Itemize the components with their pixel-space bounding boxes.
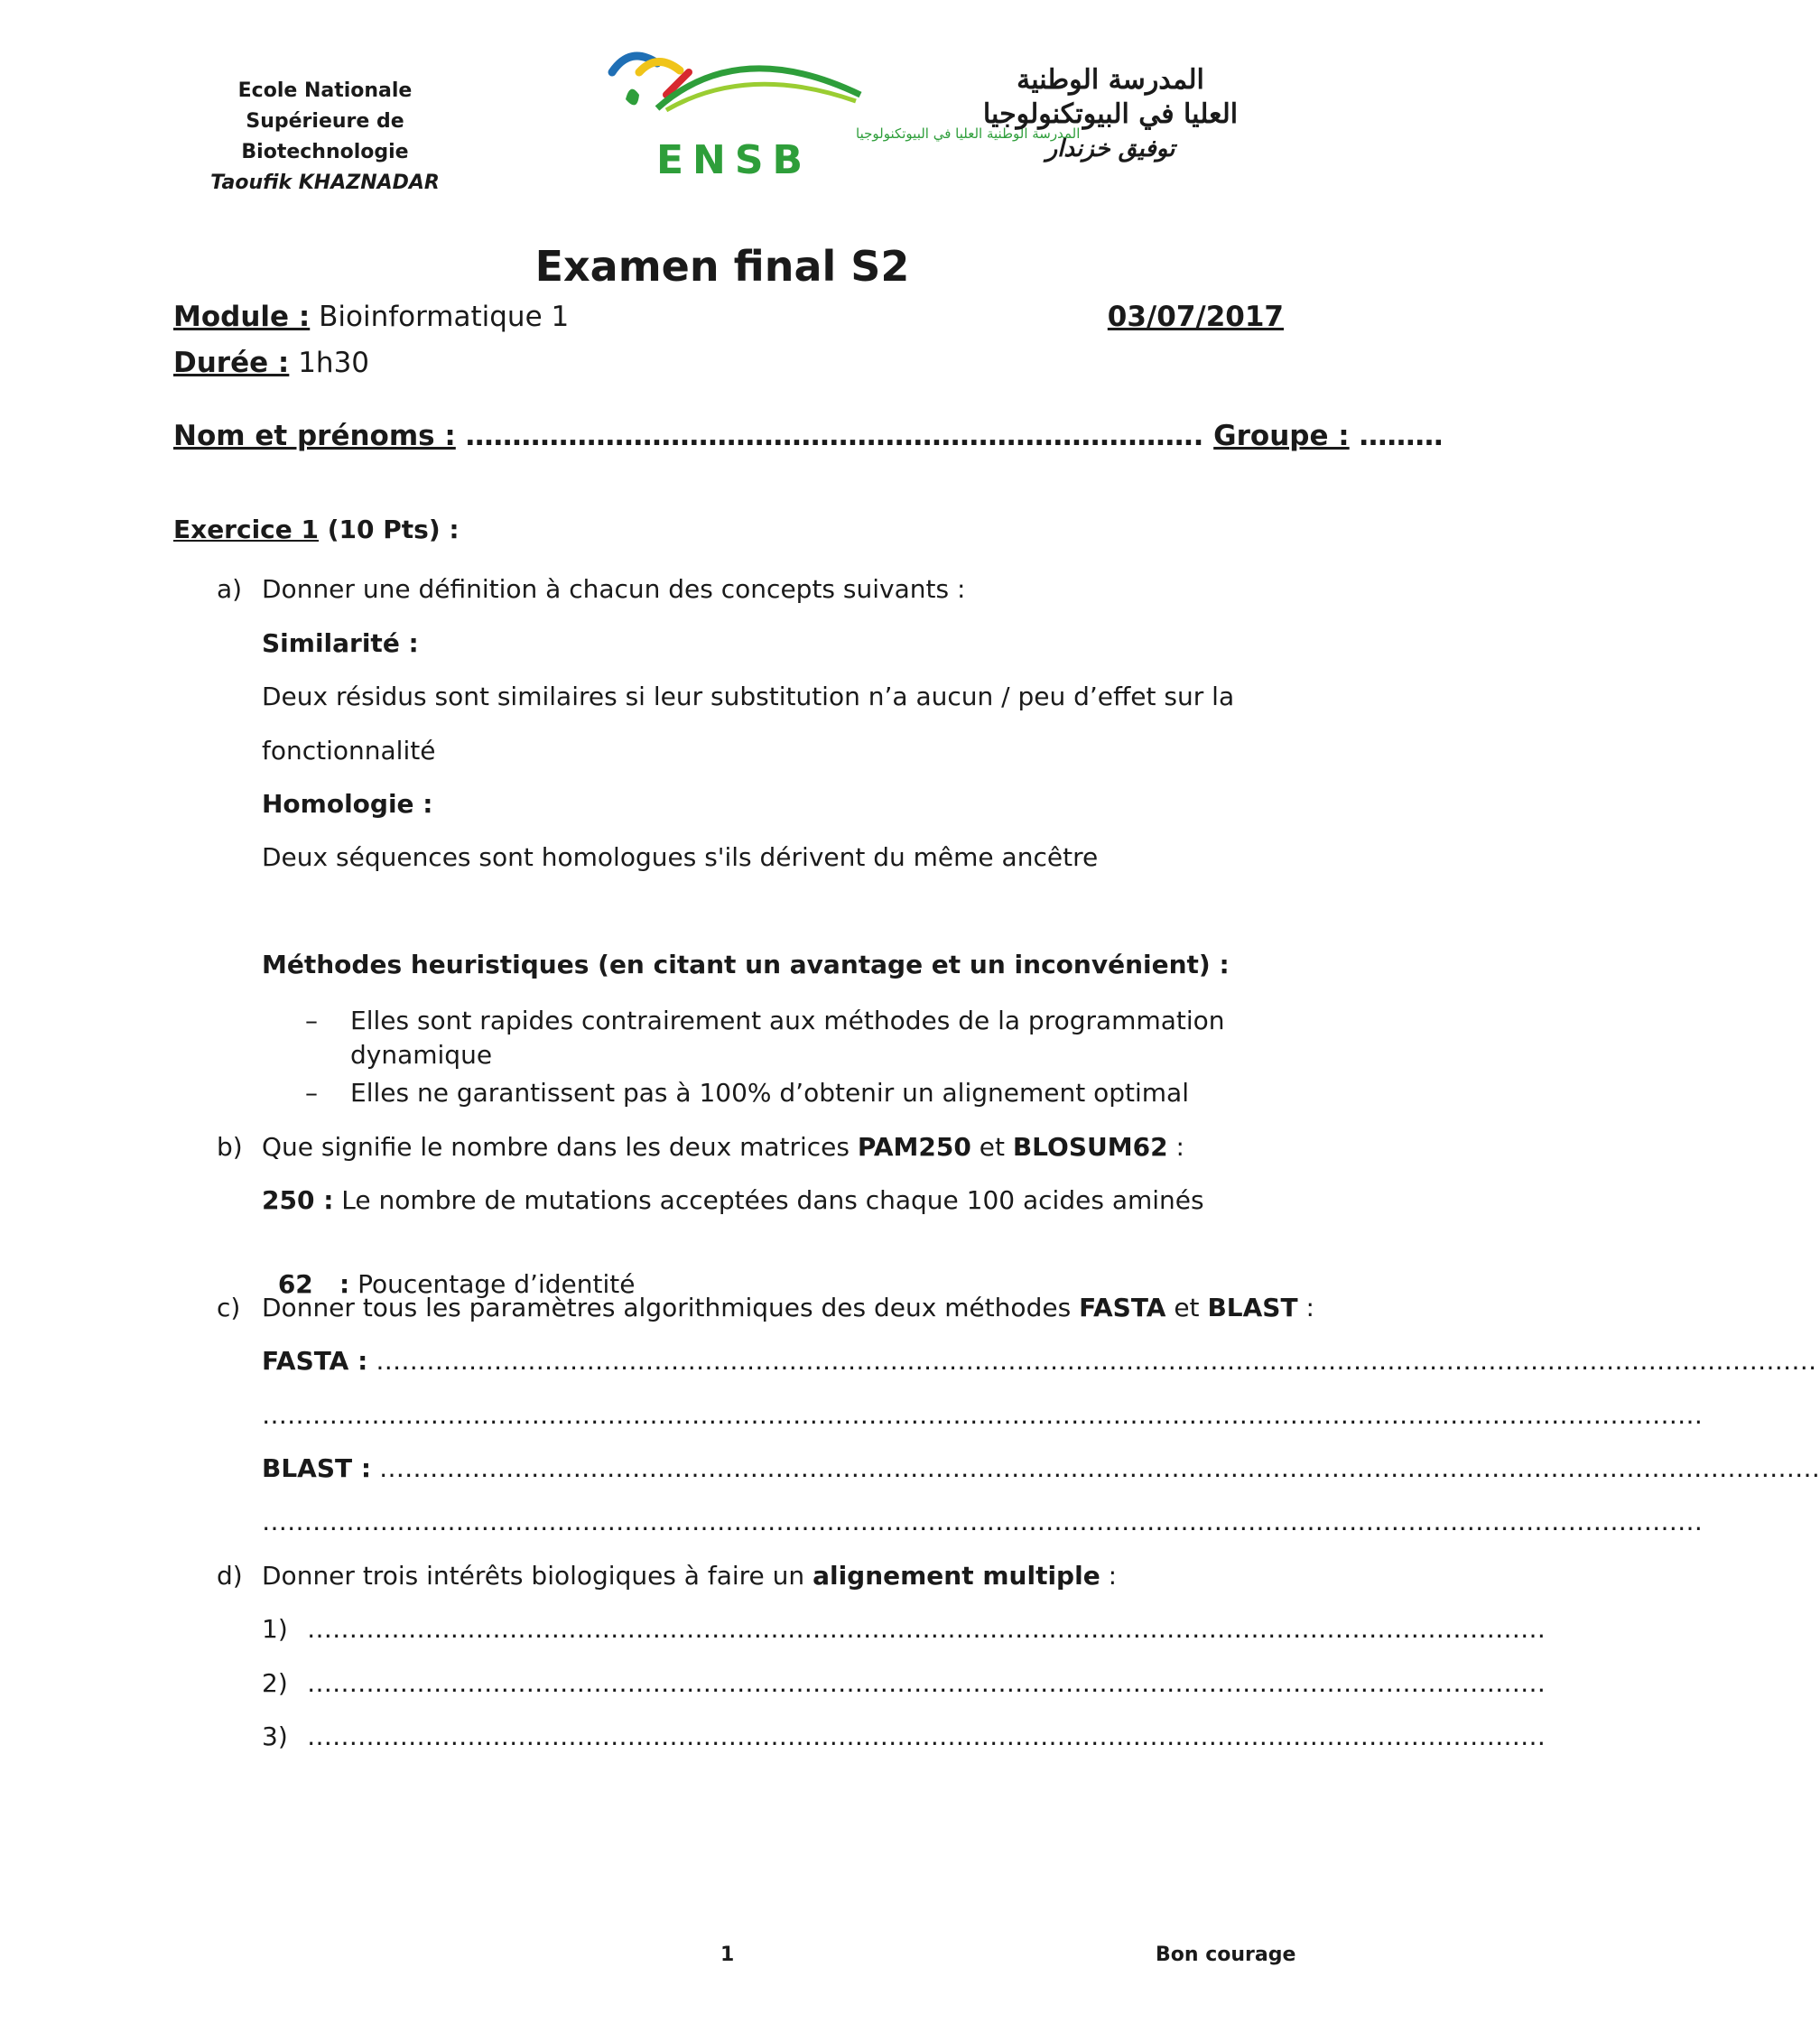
item-3-dots[interactable]: ………………………………………………………………………………………………………………………………… (307, 1721, 1546, 1751)
blast-label: BLAST : (262, 1453, 372, 1483)
exercise-label: Exercice 1 (173, 515, 319, 544)
school-ar-line-1: المدرسة الوطنية (1017, 64, 1204, 96)
question-d-marker: d) (217, 1561, 243, 1591)
school-line-2: Supérieure de Biotechnologie (241, 110, 409, 163)
ensb-logo-graphic (603, 45, 1081, 183)
item-1-marker: 1) (262, 1614, 288, 1644)
heuristiques-label: Méthodes heuristiques (en citant un avantage et un inconvénient) : (262, 950, 1230, 979)
module-value: Bioinformatique 1 (310, 301, 570, 333)
fasta-term: FASTA (1079, 1293, 1166, 1322)
groupe-dots[interactable]: ……… (1349, 420, 1444, 452)
duree-label: Durée : (173, 347, 290, 379)
ensb-logo (603, 45, 1081, 183)
nom-label: Nom et prénoms : (173, 420, 456, 452)
question-d-post: : (1100, 1561, 1118, 1591)
question-a-marker: a) (217, 574, 243, 604)
blosum62-term: BLOSUM62 (1012, 1132, 1168, 1162)
question-b-marker: b) (217, 1132, 243, 1162)
nom-dots[interactable]: ……………………………………………………………………. (455, 420, 1214, 452)
fasta-dots[interactable]: ……………………………………………………………………………………………………………………………………………………… (376, 1346, 1817, 1376)
blast-dots[interactable]: ……………………………………………………………………………………………………………………………………………………… (378, 1453, 1820, 1483)
item-1-dots[interactable]: ………………………………………………………………………………………………………………………………… (307, 1614, 1546, 1644)
exercise-points: (10 Pts) : (319, 515, 460, 544)
similarite-line-2: fonctionnalité (262, 736, 436, 765)
school-ar-line-2: العليا في البيوتكنولوجيا (982, 98, 1239, 130)
answer-250-text: Le nombre de mutations acceptées dans chaque 100 acides aminés (333, 1185, 1204, 1215)
groupe-label: Groupe : (1213, 420, 1350, 452)
bullet-dash-1: – (305, 1006, 318, 1035)
module-row (173, 301, 1284, 333)
item-3-marker: 3) (262, 1721, 288, 1751)
module-label: Module : (173, 301, 311, 333)
question-c-pre: Donner tous les paramètres algorithmiques des deux méthodes (262, 1293, 1080, 1322)
answer-250-label: 250 : (262, 1185, 334, 1215)
school-line-3: Taoufik KHAZNADAR (210, 172, 440, 194)
bullet-1-line-1: Elles sont rapides contrairement aux méthodes de la programmation (350, 1006, 1225, 1035)
duree-value: 1h30 (289, 347, 370, 379)
homologie-text: Deux séquences sont homologues s'ils dérivent du même ancêtre (262, 842, 1099, 872)
blast-answer-line-2[interactable]: ……………………………………………………………………………………………………………………………………………………… (262, 1507, 1703, 1536)
school-line-1: Ecole Nationale (237, 79, 413, 102)
exercise-heading (173, 515, 460, 545)
question-b-mid: et (970, 1132, 1013, 1162)
exam-title: Examen final S2 (534, 242, 910, 291)
item-2-marker: 2) (262, 1668, 288, 1698)
similarite-line-1: Deux résidus sont similaires si leur substitution n’a aucun / peu d’effet sur la (262, 682, 1235, 711)
fasta-label: FASTA : (262, 1346, 368, 1376)
question-d-pre: Donner trois intérêts biologiques à faire un (262, 1561, 813, 1591)
answer-62-text: Poucentage d’identité (349, 1269, 636, 1299)
question-b-post: : (1167, 1132, 1184, 1162)
question-b-pre: Que signifie le nombre dans les deux matrices (262, 1132, 858, 1162)
school-name-ar (921, 63, 1300, 166)
item-2-dots[interactable]: ………………………………………………………………………………………………………………………………… (307, 1668, 1546, 1698)
blast-term: BLAST (1207, 1293, 1298, 1322)
pam250-term: PAM250 (857, 1132, 971, 1162)
answer-62-label: 62 : (277, 1269, 350, 1299)
alignement-multiple-term: alignement multiple (812, 1561, 1100, 1591)
answer-250 (262, 1185, 1204, 1216)
fasta-answer-line (262, 1346, 1817, 1377)
question-c-mid: et (1165, 1293, 1208, 1322)
question-b-text (262, 1132, 1184, 1163)
bullet-2-line-1: Elles ne garantissent pas à 100% d’obtenir un alignement optimal (350, 1078, 1189, 1108)
question-a-text: Donner une définition à chacun des concepts suivants : (262, 574, 966, 604)
question-c-post: : (1297, 1293, 1314, 1322)
question-d-text (262, 1561, 1117, 1591)
blast-answer-line (262, 1453, 1820, 1484)
fasta-answer-line-2[interactable]: ……………………………………………………………………………………………………………………………………………………… (262, 1400, 1703, 1430)
question-c-text (262, 1293, 1314, 1323)
bullet-1-line-2: dynamique (350, 1040, 493, 1070)
nom-row (173, 420, 1444, 452)
question-c-marker: c) (217, 1293, 241, 1322)
logo-arabic-caption: المدرسة الوطنية العليا في البيوتكنولوجيا (856, 125, 1081, 142)
school-ar-line-3: توفيق خزندار (1045, 135, 1175, 162)
exam-date: 03/07/2017 (1107, 301, 1284, 333)
logo-acronym: ENSB (655, 137, 812, 183)
similarite-label: Similarité : (262, 628, 419, 658)
duree-row (173, 347, 1284, 379)
answer-62 (262, 1239, 635, 1300)
school-name-fr (162, 76, 488, 199)
page-number: 1 (720, 1944, 735, 1966)
bullet-dash-2: – (305, 1078, 318, 1108)
footer-note: Bon courage (1156, 1944, 1296, 1966)
homologie-label: Homologie : (262, 789, 433, 819)
